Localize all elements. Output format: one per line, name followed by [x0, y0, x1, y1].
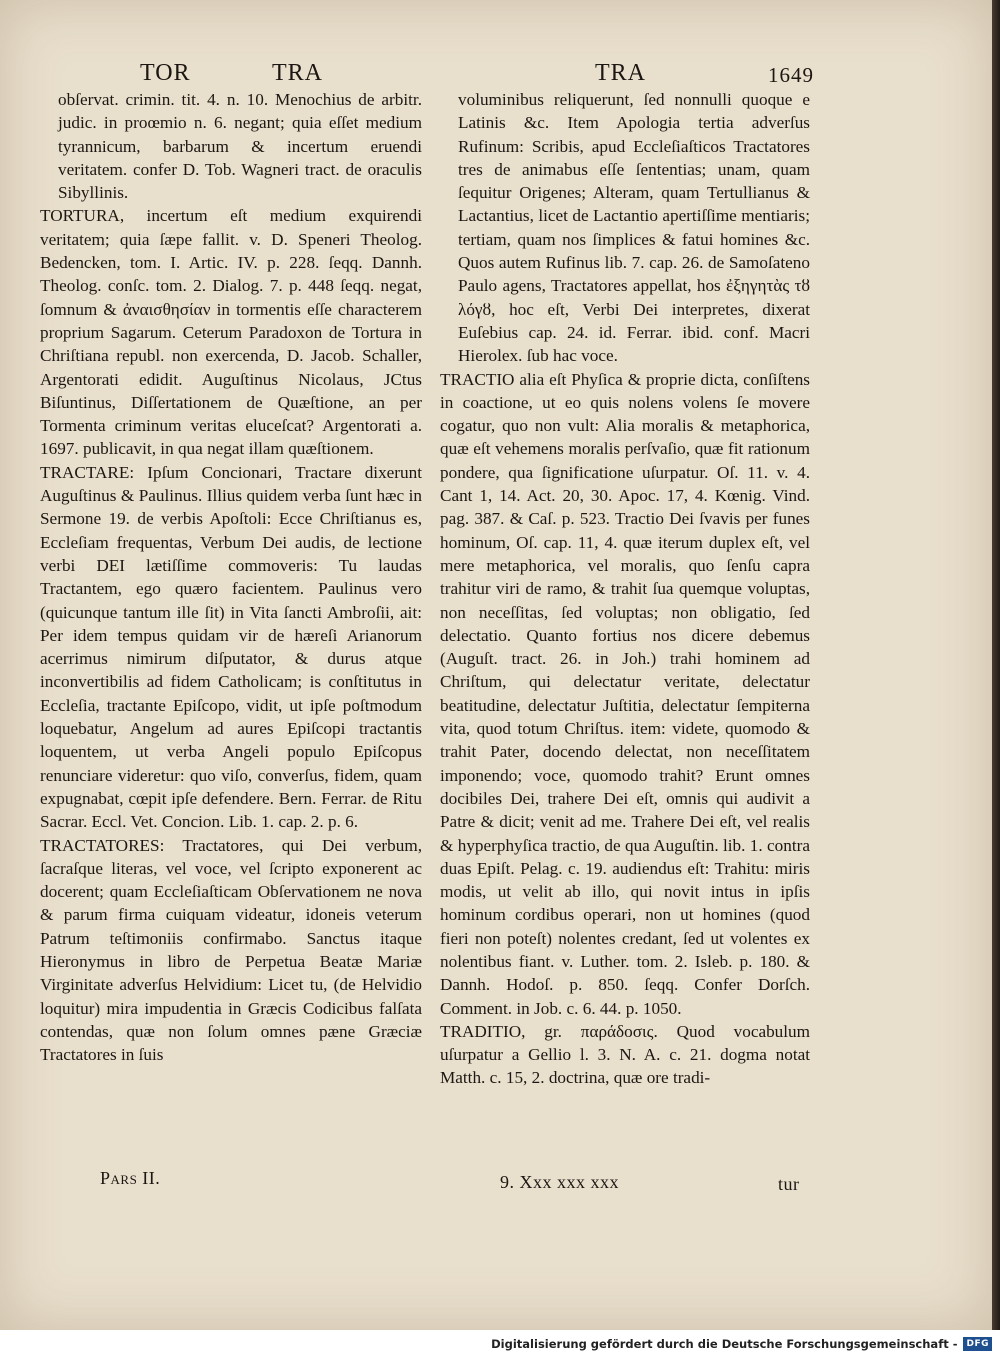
dfg-logo-icon: DFG	[963, 1337, 992, 1351]
right-text-column	[440, 88, 810, 1090]
funding-notice: Digitalisierung gefördert durch die Deutsche Forschungsgemeinschaft -	[491, 1337, 958, 1351]
right-paragraph-1: voluminibus reliquerunt, ſed nonnulli quoque e Latinis &c. Item Apologia tertia adverſus Rufinum: Scribis, apud Eccleſiaſticos Tractatores tres de animabus eſſe ſententias; unam, quam ſequitur Origenes; Alteram, quam Tertullianus & Lactantius, licet de Lactantio apertiſſime mentiaris; tertiam, quam nos ſimplices & fatui homines &c. Quos autem Rufinus lib. 7. cap. 26. de Samoſateno Paulo agens, Tractatores appellat, hos ἐξηγητὰς τȣ λόγȣ, hoc eſt, Verbi Dei interpretes, dixerat Euſebius cap. 24. id. Ferrar. ibid. conf. Macri Hierolex. ſub hac voce.	[458, 90, 810, 366]
right-entry-tractio: TRACTIO alia eſt Phyſica & proprie dicta, conſiſtens in coactione, ut eo quis nolens volens ſe movere cogatur, quo non vult: Alia moralis & metaphorica, quæ eſt vehemens moralis perſvaſio, quæ fit rationum pondere, qua ſignificatione uſurpatur. Oſ. 11. v. 4. Cant 1, 14. Act. 20, 30. Apoc. 17, 4. Kœnig. Vind. pag. 387. & Caſ. p. 523. Tractio Dei ſvavis per funes hominum, Oſ. cap. 11, 4. quæ iterum duplex eſt, vel mere metaphorica, vel moralis, quo ſenſu capra trahitur viri de ramo, & trahit ſua quemque voluptas, non neceſſitas, ſed voluptas; non obligatio, ſed delectatio. Quanto fortius nos dicere debemus (Auguſt. tract. 26. in Joh.) trahi hominem ad Chriſtum, qui delectatur veritate, delectatur beatitudine, delectatur Juſtitia, delectatur ſempiterna vita, quod totum Chriſtus. item: videte, quomodo & trahit Pater, docendo delectat, non neceſſitatem imponendo; voce, quomodo trahit? Erunt omnes docibiles Dei, trahere Dei eſt, omnis qui audivit a Patre & dicit; venit ad me. Trahere Dei eſt, vel realis & hyperphyſica tractio, de qua Auguſtin. lib. 1. contra duas Epiſt. Pelag. c. 19. audiendus eſt: Trahitu: miris modis, ut velit ab illo, qui novit intus in ipſis hominum cordibus operari, non ut homines (quod fieri non poteſt) nolentes credant, ſed ut volentes ex nolentibus fiant. v. Luther. tom. 2. Isleb. p. 180. & Dannh. Hodoſ. p. 850. ſeqq. Confer Dorſch. Comment. in Job. c. 6. 44. p. 1050.	[440, 369, 810, 1018]
left-text-column	[40, 88, 422, 1066]
page-edge-shadow	[992, 0, 1000, 1330]
signature-pars: Pars II.	[100, 1168, 161, 1188]
page-number: 1649	[768, 63, 814, 87]
left-entry-tractatores: TRACTATORES: Tractatores, qui Dei verbum, ſacraſque literas, vel voce, vel ſcripto exponerent ac docerent; quam Eccleſiaſticam Obſervationem ne nova & parum firma cuiquam videatur, idoneis veterum Patrum teſtimoniis confirmabo. Sanctus itaque Hieronymus in libro de Perpetua Beatæ Mariæ Virginitate adverſus Helvidium: Licet tu, (de Helvidio loquitur) mira impudentia in Græcis Codicibus falſata contendas, quæ non ſolum omnes pæne Græciæ Tractatores in ſuis	[40, 835, 422, 1065]
signature-mark: 9. Xxx xxx xxx	[500, 1172, 619, 1192]
running-head-right: TRA	[595, 60, 646, 86]
right-entry-traditio: TRADITIO, gr. παράδοσις. Quod vocabulum uſurpatur a Gellio l. 3. N. A. c. 21. dogma notat Matth. c. 15, 2. doctrina, quæ ore tradi-	[440, 1021, 810, 1088]
digitization-footer	[0, 1330, 1000, 1358]
catchword: tur	[778, 1174, 800, 1194]
left-entry-tractare: TRACTARE: Ipſum Concionari, Tractare dixerunt Auguſtinus & Paulinus. Illius quidem verba ſunt hæc in Sermone 19. de verbis Apoſtoli: Ecce Chriſtianus es, Eccleſiam frequentas, Verbum Dei audis, de lectione verbi DEI lætiſſime commoveris: Tu laudas Tractantem, ego quæro facientem. Paulinus vero (quicunque tantum ille ſit) in Vita ſancti Ambroſii, ait: Per idem tempus quidam vir de hæreſi Arianorum acerrimus nimirum diſputator, & durus atque inconvertibilis ad fidem Catholicam; is conſtitutus in Eccleſia, tractante Epiſcopo, vidit, ut ipſe poſtmodum loquebatur, Angelum ad aures Epiſcopi tractantis loquentem, ut verba Angeli populo Epiſcopus renunciare videretur: quo viſo, converſus, fidem, quam expugnabat, cœpit ipſe defendere. Bern. Ferrar. de Ritu Sacrar. Eccl. Vet. Concion. Lib. 1. cap. 2. p. 6.	[40, 462, 422, 832]
running-head-left-2: TRA	[272, 60, 323, 86]
left-entry-tortura: TORTURA, incertum eſt medium exquirendi veritatem; quia ſæpe fallit. v. D. Speneri Theolog. Bedencken, tom. I. Artic. IV. p. 228. ſeqq. Dannh. Theolog. conſc. tom. 2. Dialog. 7. p. 448 ſeqq. negat, ſomnum & ἀναισθησίαν in tormentis eſſe characterem proprium Sagarum. Ceterum Paradoxon de Tortura in Chriſtiana republ. non exercenda, D. Jacob. Schaller, Argentorati edidit. Auguſtinus Nicolaus, JCtus Biſuntinus, Diſſertationem de Quæſtione, an per Tormenta criminum veritas eluceſcat? Argentorati a. 1697. publicavit, in qua negat illam quæſtionem.	[40, 206, 422, 459]
left-paragraph-1: obſervat. crimin. tit. 4. n. 10. Menochius de arbitr. judic. in proœmio n. 6. negant; quia eſſet medium tyrannicum, barbarum & incertum eruendi veritatem. confer D. Tob. Wagneri tract. de oraculis Sibyllinis.	[58, 90, 422, 203]
running-head-left-1: TOR	[140, 60, 191, 86]
